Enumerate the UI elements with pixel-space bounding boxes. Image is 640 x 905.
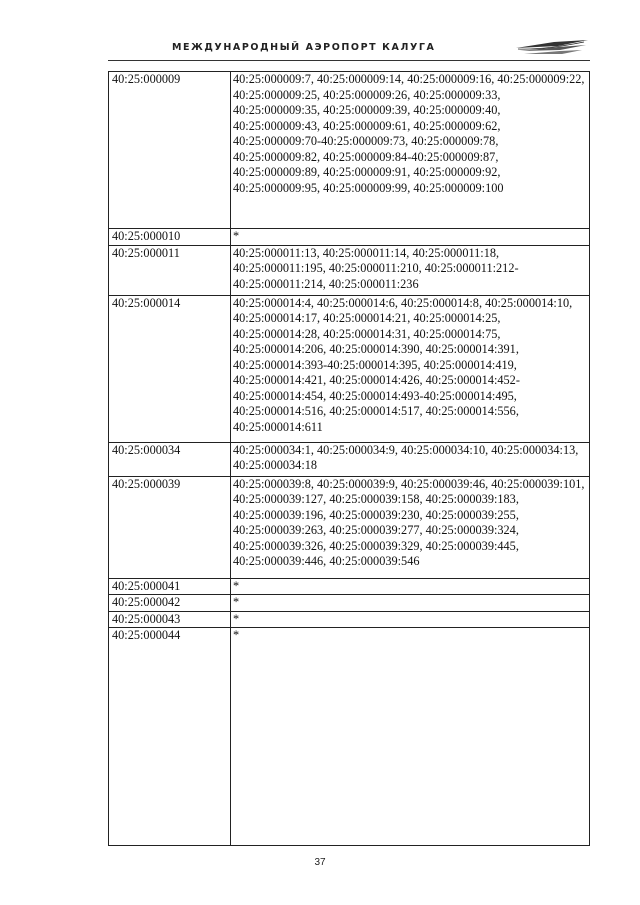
quarter-code-cell: 40:25:000042: [109, 595, 231, 612]
table-row: [109, 72, 590, 229]
quarter-code-cell: 40:25:000034: [109, 442, 231, 476]
parcel-list-cell: 40:25:000039:8, 40:25:000039:9, 40:25:000039:46, 40:25:000039:101, 40:25:000039:127, 40:25:000039:158, 40:25:000039:183, 40:25:000039:196, 40:25:000039:230, 40:25:000039:255, 40:25:000039:263, 40:25:000039:277, 40:25:000039:324, 40:25:000039:326, 40:25:000039:329, 40:25:000039:445, 40:25:000039:446, 40:25:000039:546: [231, 476, 590, 578]
page-number: 37: [314, 857, 326, 868]
parcel-list-cell: *: [231, 611, 590, 628]
parcel-list-cell: 40:25:000014:4, 40:25:000014:6, 40:25:000014:8, 40:25:000014:10, 40:25:000014:17, 40:25:000014:21, 40:25:000014:25, 40:25:000014:28, 40:25:000014:31, 40:25:000014:75, 40:25:000014:206, 40:25:000014:390, 40:25:000014:391, 40:25:000014:393-40:25:000014:395, 40:25:000014:419, 40:25:000014:421, 40:25:000014:426, 40:25:000014:452-40:25:000014:454, 40:25:000014:493-40:25:000014:495, 40:25:000014:516, 40:25:000014:517, 40:25:000014:556, 40:25:000014:611: [231, 295, 590, 442]
table-row: [109, 442, 590, 476]
cadastral-table: [108, 71, 590, 846]
quarter-code-cell: 40:25:000009: [109, 72, 231, 229]
parcel-list-cell: 40:25:000011:13, 40:25:000011:14, 40:25:000011:18, 40:25:000011:195, 40:25:000011:210, 40:25:000011:212-40:25:000011:214, 40:25:000011:236: [231, 245, 590, 295]
header-rule: [108, 60, 590, 61]
page-header: [108, 38, 590, 66]
quarter-code-cell: 40:25:000039: [109, 476, 231, 578]
table-row: [109, 476, 590, 578]
parcel-list-cell: *: [231, 595, 590, 612]
table-row: [109, 229, 590, 246]
header-title: МЕЖДУНАРОДНЫЙ АЭРОПОРТ КАЛУГА: [172, 42, 436, 53]
table-row: [109, 595, 590, 612]
table-row: [109, 628, 590, 846]
quarter-code-cell: 40:25:000011: [109, 245, 231, 295]
quarter-code-cell: 40:25:000043: [109, 611, 231, 628]
quarter-code-cell: 40:25:000010: [109, 229, 231, 246]
parcel-list-cell: 40:25:000034:1, 40:25:000034:9, 40:25:000034:10, 40:25:000034:13, 40:25:000034:18: [231, 442, 590, 476]
parcel-list-cell: 40:25:000009:7, 40:25:000009:14, 40:25:000009:16, 40:25:000009:22, 40:25:000009:25, 40:25:000009:26, 40:25:000009:33, 40:25:000009:35, 40:25:000009:39, 40:25:000009:40, 40:25:000009:43, 40:25:000009:61, 40:25:000009:62, 40:25:000009:70-40:25:000009:73, 40:25:000009:78, 40:25:000009:82, 40:25:000009:84-40:25:000009:87, 40:25:000009:89, 40:25:000009:91, 40:25:000009:92, 40:25:000009:95, 40:25:000009:99, 40:25:000009:100: [231, 72, 590, 229]
table-row: [109, 611, 590, 628]
quarter-code-cell: 40:25:000044: [109, 628, 231, 846]
quarter-code-cell: 40:25:000014: [109, 295, 231, 442]
quarter-code-cell: 40:25:000041: [109, 578, 231, 595]
parcel-list-cell: *: [231, 628, 590, 846]
airport-wing-logo-icon: [514, 38, 590, 60]
table-row: [109, 295, 590, 442]
table-row: [109, 578, 590, 595]
parcel-list-cell: *: [231, 229, 590, 246]
table-row: [109, 245, 590, 295]
parcel-list-cell: *: [231, 578, 590, 595]
